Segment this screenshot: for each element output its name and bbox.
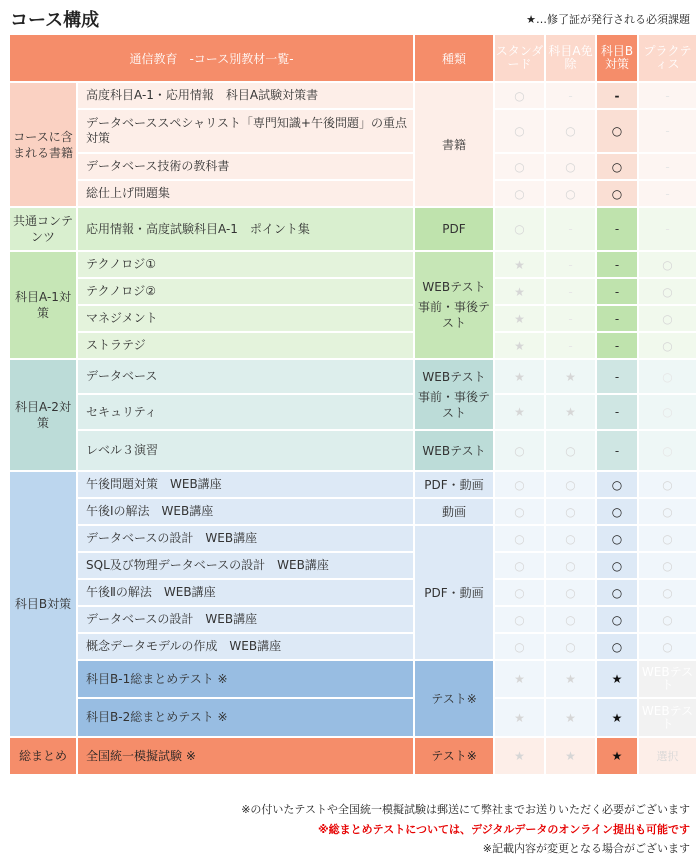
mark: - (639, 83, 696, 108)
mark: ○ (597, 607, 637, 632)
category-a1: 科目A-1対策 (10, 252, 76, 358)
mark: ○ (495, 526, 544, 551)
mark: ★ (597, 699, 637, 736)
mark: ○ (639, 431, 696, 470)
page-title: コース構成 (10, 10, 100, 31)
mark: ○ (597, 634, 637, 659)
mark: - (639, 110, 696, 152)
table-row (10, 499, 696, 524)
mark: ○ (639, 252, 696, 277)
mark: ○ (639, 472, 696, 497)
mark: ○ (546, 553, 595, 578)
table-row (10, 306, 696, 331)
kind-pdf: PDF (415, 208, 493, 250)
mark: ★ (546, 738, 595, 774)
mark: ★ (495, 738, 544, 774)
item-name: 応用情報・高度試験科目A-1 ポイント集 (78, 208, 413, 250)
table-row (10, 738, 696, 774)
mark: ○ (639, 607, 696, 632)
mark: ○ (546, 110, 595, 152)
category-books: コースに含まれる書籍 (10, 83, 76, 206)
header-kind: 種類 (415, 35, 493, 81)
mark: - (639, 154, 696, 179)
mark: ○ (495, 472, 544, 497)
mark: ○ (639, 395, 696, 429)
item-name: セキュリティ (78, 395, 413, 429)
mark: ○ (546, 526, 595, 551)
category-a2: 科目A-2対策 (10, 360, 76, 470)
kind-label: WEBテスト (422, 280, 486, 294)
table-row (10, 553, 696, 578)
kind-webtest (415, 252, 493, 358)
category-common: 共通コンテンツ (10, 208, 76, 250)
mark: ○ (639, 333, 696, 358)
mark: ○ (546, 472, 595, 497)
header-a-exempt: 科目A免除 (546, 35, 595, 81)
item-name: データベースの設計 WEB講座 (78, 526, 413, 551)
mark: ★ (495, 395, 544, 429)
mark: ★ (495, 333, 544, 358)
mark: ○ (639, 306, 696, 331)
mark: ★ (597, 661, 637, 697)
table-row (10, 699, 696, 736)
header-main: 通信教育 -コース別教材一覧- (10, 35, 413, 81)
mark: ★ (597, 738, 637, 774)
table-row (10, 208, 696, 250)
mark: ○ (495, 580, 544, 605)
mark: ○ (639, 499, 696, 524)
table-row (10, 360, 696, 393)
mark: - (546, 252, 595, 277)
kind-label: 事前・事後テスト (417, 300, 490, 330)
mark: - (597, 431, 637, 470)
mark: ○ (495, 431, 544, 470)
item-name: データベース (78, 360, 413, 393)
mark: ○ (546, 154, 595, 179)
footnote-change: ※記載内容が変更となる場合がございます (482, 842, 690, 855)
mark: ○ (597, 499, 637, 524)
table-row (10, 472, 696, 497)
mark: ○ (546, 634, 595, 659)
legend-note: ★…修了証が発行される必須課題 (526, 13, 690, 26)
item-name: データベーススペシャリスト「専門知識+午後問題」の重点対策 (78, 110, 413, 152)
item-name: 午後Ⅰの解法 WEB講座 (78, 499, 413, 524)
category-summary: 総まとめ (10, 738, 76, 774)
table-row (10, 526, 696, 551)
mark: ○ (546, 431, 595, 470)
mark: ○ (639, 526, 696, 551)
mark: ○ (495, 110, 544, 152)
mark: - (597, 360, 637, 393)
table-row (10, 661, 696, 697)
mark: - (546, 208, 595, 250)
mark: ○ (546, 499, 595, 524)
mark: ○ (597, 110, 637, 152)
item-name: 午後Ⅱの解法 WEB講座 (78, 580, 413, 605)
kind-test: テスト※ (415, 738, 493, 774)
item-name: データベースの設計 WEB講座 (78, 607, 413, 632)
kind-label: WEBテスト (422, 369, 486, 384)
mark: - (597, 279, 637, 304)
table-row (10, 181, 696, 206)
item-name: 科目B-1総まとめテスト ※ (78, 661, 413, 697)
mark: ○ (597, 154, 637, 179)
mark: - (546, 306, 595, 331)
mark: - (597, 306, 637, 331)
mark: ○ (546, 181, 595, 206)
kind-pdf-video: PDF・動画 (415, 526, 493, 659)
mark: ○ (495, 181, 544, 206)
item-name: 高度科目A-1・応用情報 科目A試験対策書 (78, 83, 413, 108)
mark: - (597, 83, 637, 108)
mark: ○ (597, 472, 637, 497)
table-row (10, 279, 696, 304)
mark: ★ (495, 661, 544, 697)
mark: ★ (546, 661, 595, 697)
footnote-mail: ※の付いたテストや全国統一模擬試験は郵送にて弊社までお送りいただく必要がございます (241, 803, 690, 816)
category-b: 科目B対策 (10, 472, 76, 736)
footnote-online: ※総まとめテストについては、デジタルデータのオンライン提出も可能です (317, 823, 690, 836)
mark: ★ (495, 360, 544, 393)
mark: WEBテスト (639, 699, 696, 736)
item-name: SQL及び物理データベースの設計 WEB講座 (78, 553, 413, 578)
mark: - (546, 279, 595, 304)
mark: ○ (597, 181, 637, 206)
mark: ○ (495, 208, 544, 250)
item-name: レベル３演習 (78, 431, 413, 470)
table-row (10, 607, 696, 632)
mark: ○ (495, 83, 544, 108)
item-name: 午後問題対策 WEB講座 (78, 472, 413, 497)
table-row (10, 83, 696, 108)
mark: ★ (546, 360, 595, 393)
mark: ○ (495, 154, 544, 179)
header-row (10, 35, 696, 81)
mark: ○ (546, 580, 595, 605)
mark: - (597, 333, 637, 358)
kind-books: 書籍 (415, 83, 493, 206)
mark: - (639, 181, 696, 206)
mark: ★ (546, 395, 595, 429)
table-row (10, 333, 696, 358)
mark: ○ (495, 553, 544, 578)
item-name: テクノロジ① (78, 252, 413, 277)
mark: - (597, 395, 637, 429)
table-row (10, 634, 696, 659)
item-name: 概念データモデルの作成 WEB講座 (78, 634, 413, 659)
table-row (10, 580, 696, 605)
mark: ○ (597, 553, 637, 578)
item-name: データベース技術の教科書 (78, 154, 413, 179)
kind-webtest: WEBテスト (415, 431, 493, 470)
header-practice: プラクティス (639, 35, 696, 81)
mark: ○ (495, 499, 544, 524)
mark: ★ (495, 252, 544, 277)
table-row (10, 252, 696, 277)
mark: 選択 (639, 738, 696, 774)
mark: ★ (546, 699, 595, 736)
table-row (10, 431, 696, 470)
mark: ★ (495, 306, 544, 331)
mark: - (546, 83, 595, 108)
mark: ○ (639, 360, 696, 393)
table-row (10, 395, 696, 429)
mark: - (597, 252, 637, 277)
mark: - (597, 208, 637, 250)
kind-webtest (415, 360, 493, 429)
item-name: テクノロジ② (78, 279, 413, 304)
mark: ★ (495, 279, 544, 304)
kind-test: テスト※ (415, 661, 493, 736)
mark: ★ (495, 699, 544, 736)
table-row (10, 110, 696, 152)
kind-video: 動画 (415, 499, 493, 524)
mark: ○ (639, 580, 696, 605)
mark: - (639, 208, 696, 250)
table-row (10, 154, 696, 179)
mark: ○ (597, 526, 637, 551)
item-name: 総仕上げ問題集 (78, 181, 413, 206)
mark: ○ (639, 279, 696, 304)
mark: ○ (639, 634, 696, 659)
course-table (8, 33, 698, 776)
mark: ○ (546, 607, 595, 632)
item-name: 科目B-2総まとめテスト ※ (78, 699, 413, 736)
kind-label: 事前・事後テスト (417, 389, 490, 420)
kind-pdf-video: PDF・動画 (415, 472, 493, 497)
mark: - (546, 333, 595, 358)
item-name: ストラテジ (78, 333, 413, 358)
mark: ○ (639, 553, 696, 578)
item-name: マネジメント (78, 306, 413, 331)
header-b-taisaku: 科目B対策 (597, 35, 637, 81)
mark: ○ (597, 580, 637, 605)
mark: ○ (495, 607, 544, 632)
item-name: 全国統一模擬試験 ※ (78, 738, 413, 774)
mark: ○ (495, 634, 544, 659)
header-standard: スタンダード (495, 35, 544, 81)
mark: WEBテスト (639, 661, 696, 697)
